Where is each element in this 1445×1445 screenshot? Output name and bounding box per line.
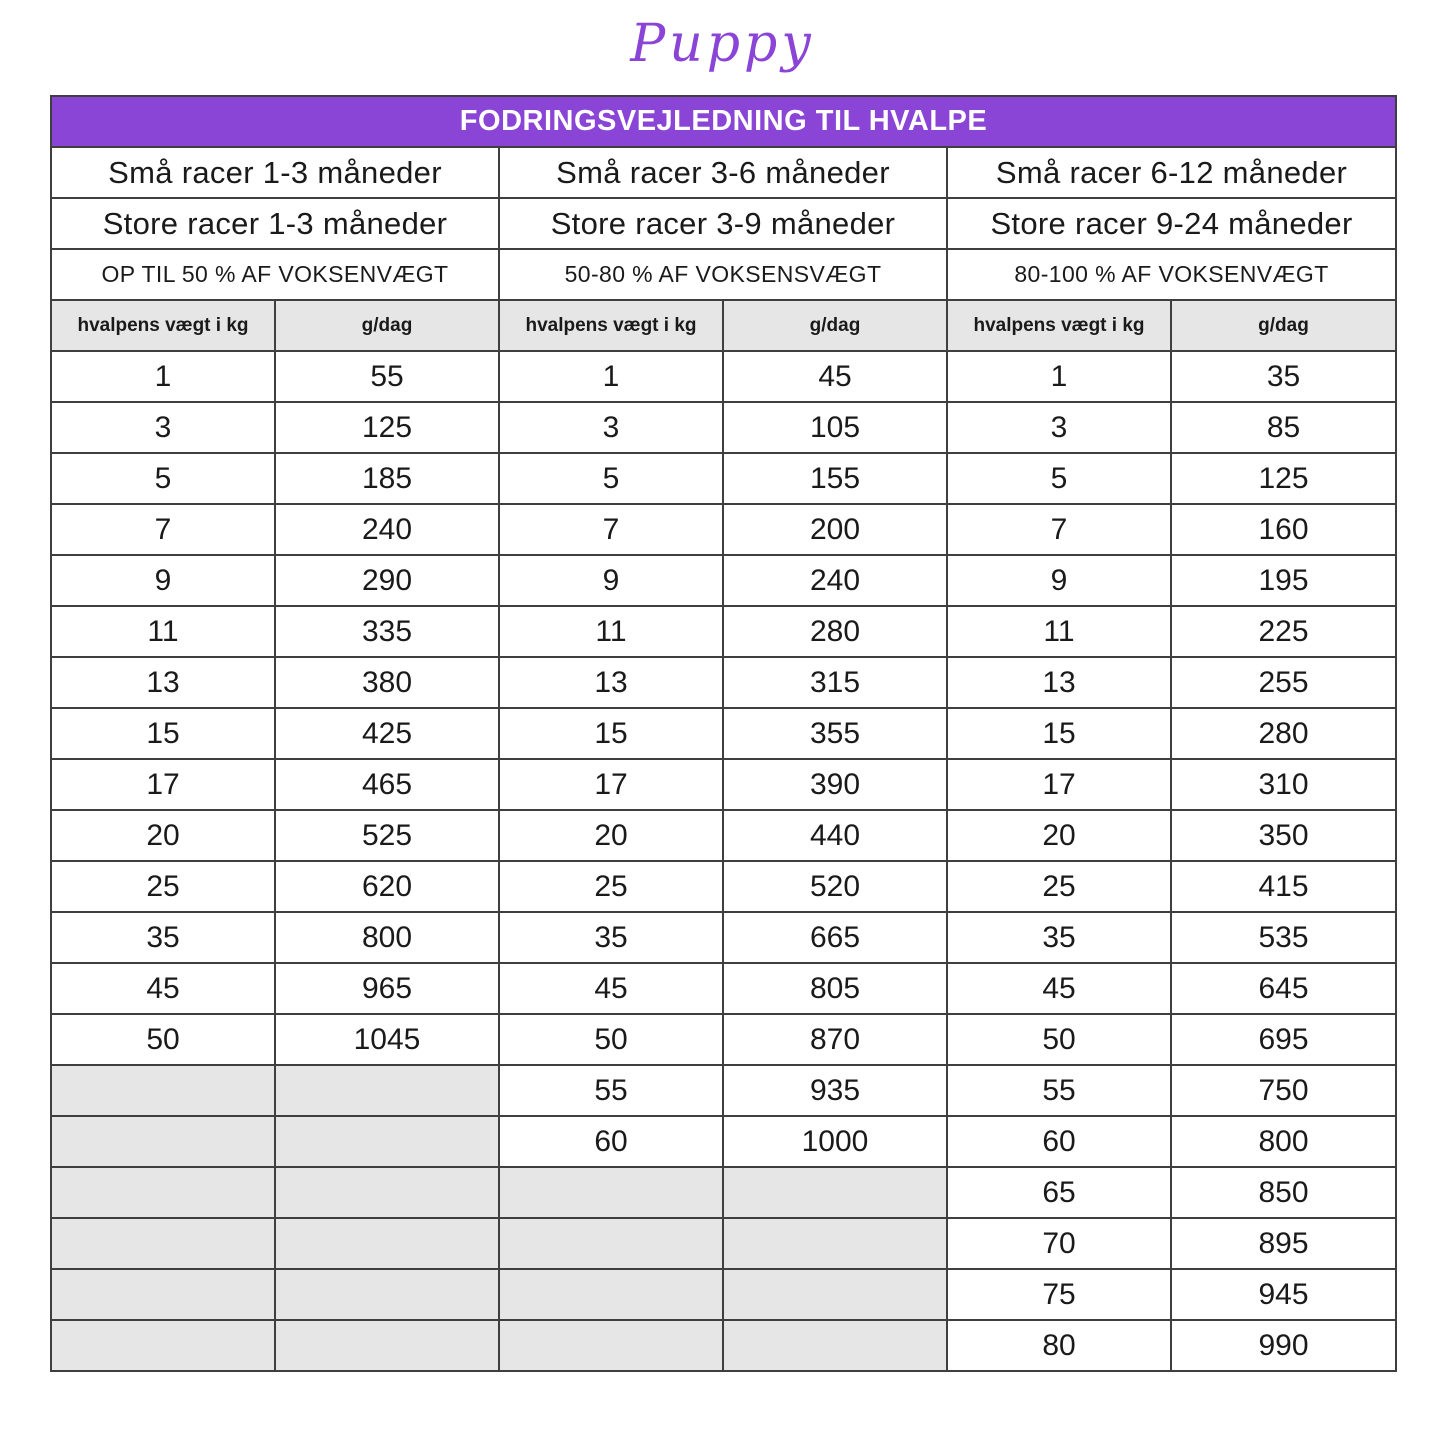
grams-cell: 335 <box>275 606 499 657</box>
grams-cell: 255 <box>1171 657 1396 708</box>
weight-cell: 45 <box>499 963 723 1014</box>
weight-cell: 1 <box>499 351 723 402</box>
grams-cell: 750 <box>1171 1065 1396 1116</box>
table-row <box>51 402 1396 453</box>
empty-cell <box>51 1116 275 1167</box>
column-header-grams: g/dag <box>1171 300 1396 351</box>
table-row <box>51 1014 1396 1065</box>
grams-cell: 125 <box>1171 453 1396 504</box>
empty-cell <box>275 1167 499 1218</box>
empty-cell <box>723 1320 947 1371</box>
grams-cell: 895 <box>1171 1218 1396 1269</box>
grams-cell: 695 <box>1171 1014 1396 1065</box>
weight-cell: 35 <box>947 912 1171 963</box>
empty-cell <box>499 1167 723 1218</box>
table-row <box>51 351 1396 402</box>
large-breed-label-2: Store racer 3-9 måneder <box>499 198 947 249</box>
grams-cell: 800 <box>1171 1116 1396 1167</box>
column-header-weight: hvalpens vægt i kg <box>947 300 1171 351</box>
table-row <box>51 1269 1396 1320</box>
weight-cell: 17 <box>51 759 275 810</box>
weight-cell: 5 <box>51 453 275 504</box>
column-header-grams: g/dag <box>723 300 947 351</box>
empty-cell <box>275 1218 499 1269</box>
weight-cell: 15 <box>947 708 1171 759</box>
grams-cell: 315 <box>723 657 947 708</box>
weight-cell: 3 <box>51 402 275 453</box>
grams-cell: 35 <box>1171 351 1396 402</box>
empty-cell <box>275 1116 499 1167</box>
grams-cell: 440 <box>723 810 947 861</box>
grams-cell: 185 <box>275 453 499 504</box>
adult-weight-pct-3: 80-100 % AF VOKSENVÆGT <box>947 249 1396 300</box>
adult-weight-pct-1: OP TIL 50 % AF VOKSENVÆGT <box>51 249 499 300</box>
weight-cell: 11 <box>947 606 1171 657</box>
grams-cell: 850 <box>1171 1167 1396 1218</box>
grams-cell: 310 <box>1171 759 1396 810</box>
table-row <box>51 912 1396 963</box>
weight-cell: 13 <box>51 657 275 708</box>
adult-weight-pct-2: 50-80 % AF VOKSENSVÆGT <box>499 249 947 300</box>
weight-cell: 45 <box>51 963 275 1014</box>
weight-cell: 15 <box>499 708 723 759</box>
grams-cell: 105 <box>723 402 947 453</box>
table-row <box>51 453 1396 504</box>
weight-cell: 70 <box>947 1218 1171 1269</box>
feeding-guide-table <box>50 95 1397 1372</box>
grams-cell: 240 <box>723 555 947 606</box>
table-row <box>51 1065 1396 1116</box>
weight-cell: 3 <box>947 402 1171 453</box>
weight-cell: 1 <box>947 351 1171 402</box>
table-row <box>51 963 1396 1014</box>
weight-cell: 20 <box>499 810 723 861</box>
table-row <box>51 1167 1396 1218</box>
table-row <box>51 504 1396 555</box>
large-breed-label-1: Store racer 1-3 måneder <box>51 198 499 249</box>
grams-cell: 125 <box>275 402 499 453</box>
empty-cell <box>499 1218 723 1269</box>
table-body <box>51 351 1396 1371</box>
grams-cell: 290 <box>275 555 499 606</box>
grams-cell: 225 <box>1171 606 1396 657</box>
grams-cell: 525 <box>275 810 499 861</box>
empty-cell <box>51 1269 275 1320</box>
weight-cell: 20 <box>947 810 1171 861</box>
grams-cell: 415 <box>1171 861 1396 912</box>
weight-cell: 13 <box>499 657 723 708</box>
table-row <box>51 759 1396 810</box>
weight-cell: 60 <box>947 1116 1171 1167</box>
grams-cell: 195 <box>1171 555 1396 606</box>
weight-cell: 15 <box>51 708 275 759</box>
small-breed-label-1: Små racer 1-3 måneder <box>51 147 499 198</box>
table-row <box>51 555 1396 606</box>
weight-cell: 9 <box>51 555 275 606</box>
table-row <box>51 708 1396 759</box>
table-row <box>51 1320 1396 1371</box>
grams-cell: 535 <box>1171 912 1396 963</box>
weight-cell: 7 <box>947 504 1171 555</box>
grams-cell: 645 <box>1171 963 1396 1014</box>
empty-cell <box>51 1320 275 1371</box>
weight-cell: 11 <box>499 606 723 657</box>
grams-cell: 350 <box>1171 810 1396 861</box>
weight-cell: 45 <box>947 963 1171 1014</box>
weight-cell: 25 <box>499 861 723 912</box>
grams-cell: 280 <box>1171 708 1396 759</box>
table-row <box>51 657 1396 708</box>
grams-cell: 805 <box>723 963 947 1014</box>
grams-cell: 990 <box>1171 1320 1396 1371</box>
column-header-weight: hvalpens vægt i kg <box>499 300 723 351</box>
grams-cell: 55 <box>275 351 499 402</box>
weight-cell: 75 <box>947 1269 1171 1320</box>
weight-cell: 17 <box>947 759 1171 810</box>
weight-cell: 25 <box>51 861 275 912</box>
table-banner: FODRINGSVEJLEDNING TIL HVALPE <box>51 96 1396 147</box>
grams-cell: 935 <box>723 1065 947 1116</box>
grams-cell: 965 <box>275 963 499 1014</box>
weight-cell: 55 <box>947 1065 1171 1116</box>
grams-cell: 425 <box>275 708 499 759</box>
empty-cell <box>275 1065 499 1116</box>
grams-cell: 380 <box>275 657 499 708</box>
empty-cell <box>51 1218 275 1269</box>
weight-cell: 50 <box>947 1014 1171 1065</box>
weight-cell: 60 <box>499 1116 723 1167</box>
column-header-weight: hvalpens vægt i kg <box>51 300 275 351</box>
small-breed-label-2: Små racer 3-6 måneder <box>499 147 947 198</box>
weight-cell: 35 <box>499 912 723 963</box>
page-title: Puppy <box>630 14 815 74</box>
small-breed-label-3: Små racer 6-12 måneder <box>947 147 1396 198</box>
table-row <box>51 861 1396 912</box>
column-header-grams: g/dag <box>275 300 499 351</box>
weight-cell: 13 <box>947 657 1171 708</box>
grams-cell: 240 <box>275 504 499 555</box>
weight-cell: 65 <box>947 1167 1171 1218</box>
weight-cell: 9 <box>499 555 723 606</box>
grams-cell: 200 <box>723 504 947 555</box>
weight-cell: 7 <box>499 504 723 555</box>
grams-cell: 665 <box>723 912 947 963</box>
grams-cell: 1045 <box>275 1014 499 1065</box>
weight-cell: 20 <box>51 810 275 861</box>
grams-cell: 390 <box>723 759 947 810</box>
empty-cell <box>275 1269 499 1320</box>
grams-cell: 620 <box>275 861 499 912</box>
empty-cell <box>275 1320 499 1371</box>
empty-cell <box>51 1065 275 1116</box>
table-row <box>51 1116 1396 1167</box>
grams-cell: 160 <box>1171 504 1396 555</box>
weight-cell: 9 <box>947 555 1171 606</box>
weight-cell: 50 <box>499 1014 723 1065</box>
weight-cell: 5 <box>947 453 1171 504</box>
table-row <box>51 606 1396 657</box>
weight-cell: 7 <box>51 504 275 555</box>
grams-cell: 520 <box>723 861 947 912</box>
empty-cell <box>499 1320 723 1371</box>
grams-cell: 155 <box>723 453 947 504</box>
grams-cell: 465 <box>275 759 499 810</box>
grams-cell: 280 <box>723 606 947 657</box>
grams-cell: 800 <box>275 912 499 963</box>
grams-cell: 870 <box>723 1014 947 1065</box>
large-breed-label-3: Store racer 9-24 måneder <box>947 198 1396 249</box>
weight-cell: 80 <box>947 1320 1171 1371</box>
grams-cell: 1000 <box>723 1116 947 1167</box>
grams-cell: 85 <box>1171 402 1396 453</box>
grams-cell: 45 <box>723 351 947 402</box>
empty-cell <box>499 1269 723 1320</box>
empty-cell <box>51 1167 275 1218</box>
weight-cell: 17 <box>499 759 723 810</box>
table-row <box>51 1218 1396 1269</box>
weight-cell: 1 <box>51 351 275 402</box>
table-row <box>51 810 1396 861</box>
empty-cell <box>723 1218 947 1269</box>
weight-cell: 50 <box>51 1014 275 1065</box>
weight-cell: 25 <box>947 861 1171 912</box>
weight-cell: 11 <box>51 606 275 657</box>
weight-cell: 3 <box>499 402 723 453</box>
empty-cell <box>723 1167 947 1218</box>
weight-cell: 5 <box>499 453 723 504</box>
grams-cell: 355 <box>723 708 947 759</box>
grams-cell: 945 <box>1171 1269 1396 1320</box>
weight-cell: 35 <box>51 912 275 963</box>
weight-cell: 55 <box>499 1065 723 1116</box>
empty-cell <box>723 1269 947 1320</box>
